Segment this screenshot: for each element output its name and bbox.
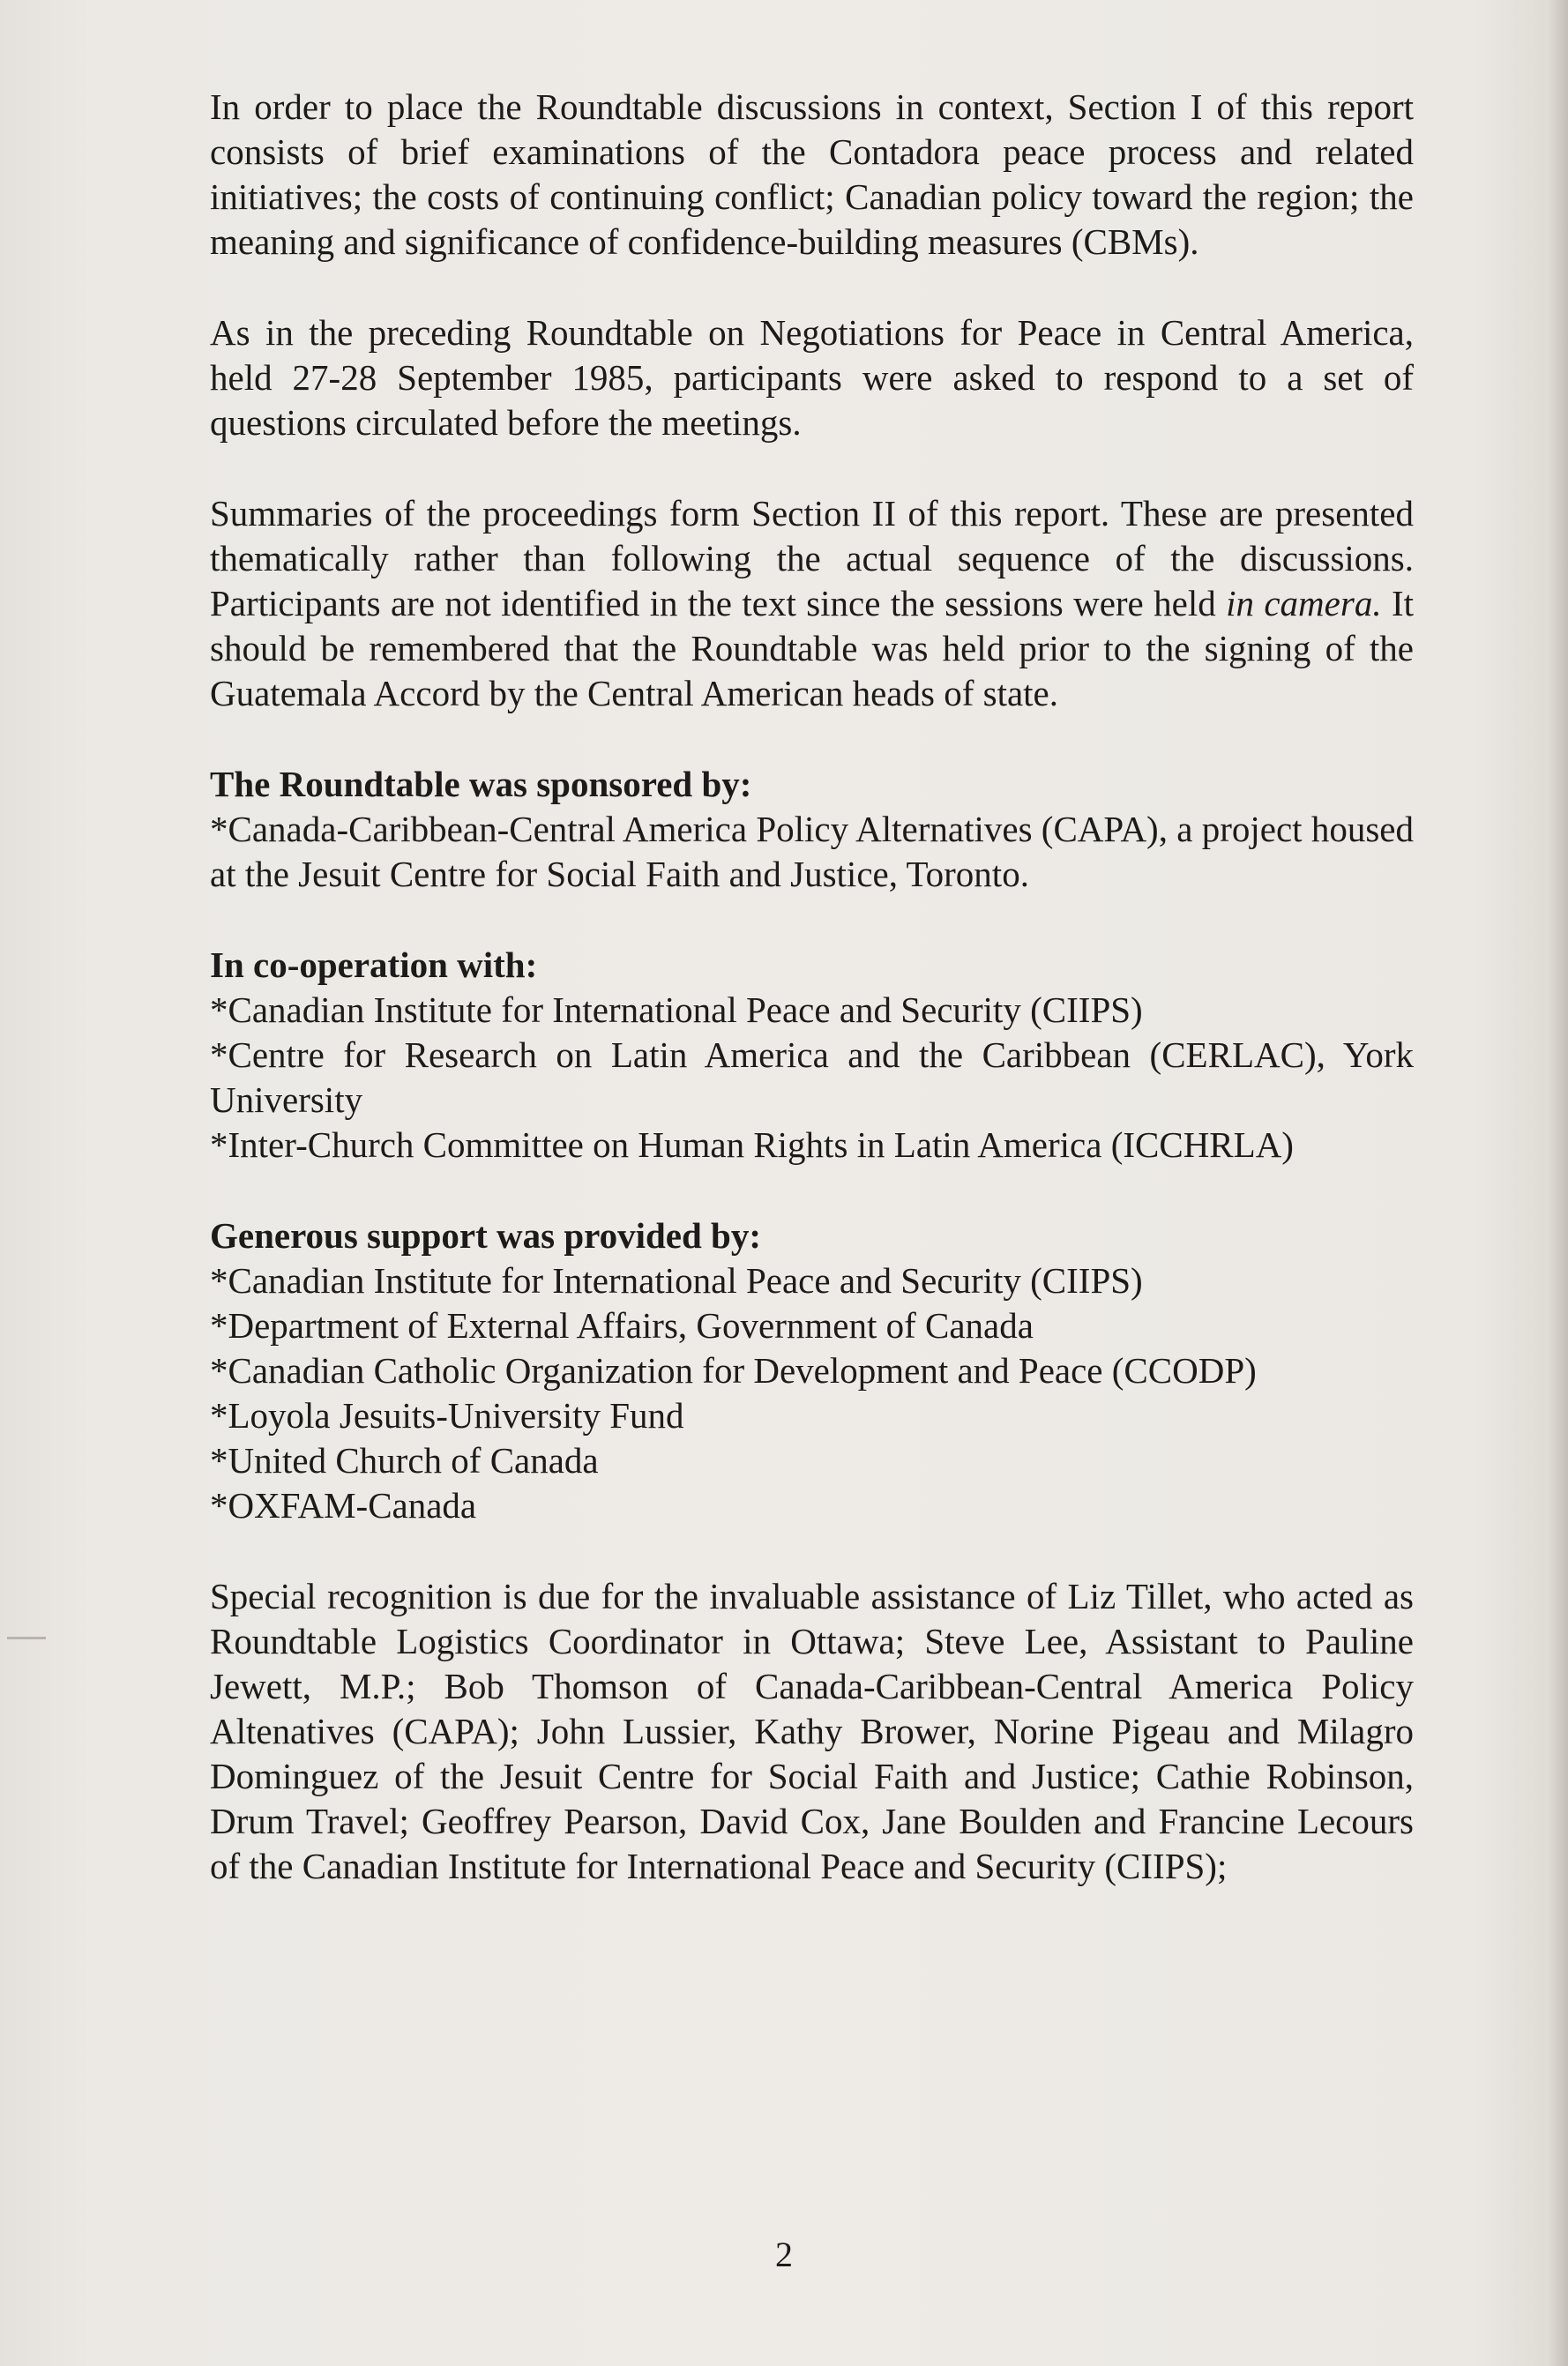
list-item: *OXFAM-Canada (210, 1485, 477, 1526)
list-item: *Canadian Institute for International Peace and Security (CIIPS) (210, 989, 1143, 1030)
sponsored-section (210, 762, 1414, 897)
sponsored-list (210, 807, 1414, 897)
intro-paragraph-2: As in the preceding Roundtable on Negotiations for Peace in Central America, held 27-28 September 1985, participants were asked to respond to a set of questions circulated before the meetings. (210, 312, 1414, 443)
intro-paragraph-1: In order to place the Roundtable discussions in context, Section I of this report consists of brief examinations of the Contadora peace process and related initiatives; the costs of continuing conflict; Canadian policy toward the region; the meaning and significance of confidence-building measures (CBMs). (210, 86, 1414, 262)
cooperation-list (210, 988, 1414, 1168)
intro-paragraph-3-start: Summaries of the proceedings form Section II of this report. These are presented thematically rather than following the actual sequence of the discussions. Participants are not identified in the text since the sessions were held (210, 493, 1414, 623)
intro-paragraph-3-italic: in camera. (1226, 583, 1382, 623)
page-edge-shadow (1549, 0, 1568, 2366)
page-number: 2 (775, 2235, 793, 2274)
list-item: *Canadian Institute for International Peace and Security (CIIPS) (210, 1260, 1143, 1301)
list-item: *Canada-Caribbean-Central America Policy Alternatives (CAPA), a project housed at the Jesuit Centre for Social Faith and Justice, Toronto. (210, 809, 1414, 894)
support-list (210, 1258, 1414, 1528)
list-item: *Department of External Affairs, Government of Canada (210, 1305, 1034, 1346)
cooperation-section (210, 943, 1414, 1168)
intro-paragraph-3 (210, 491, 1414, 716)
intro-paragraph-3-end: It should be remembered that the Roundtable was held prior to the signing of the Guatemala Accord by the Central American heads of state. (210, 583, 1414, 713)
recognition-paragraph: Special recognition is due for the invaluable assistance of Liz Tillet, who acted as Roundtable Logistics Coordinator in Ottawa; Steve Lee, Assistant to Pauline Jewett, M.P.; Bob Thomson of Canada-Caribbean-Central America Policy Altenatives (CAPA); John Lussier, Kathy Brower, Norine Pigeau and Milagro Dominguez of the Jesuit Centre for Social Faith and Justice; Cathie Robinson, Drum Travel; Geoffrey Pearson, David Cox, Jane Boulden and Francine Lecours of the Canadian Institute for International Peace and Security (CIIPS); (210, 1576, 1414, 1886)
cooperation-heading: In co-operation with: (210, 944, 538, 985)
margin-mark (7, 1637, 46, 1639)
sponsored-heading: The Roundtable was sponsored by: (210, 764, 752, 804)
list-item: *United Church of Canada (210, 1440, 599, 1481)
list-item: *Inter-Church Committee on Human Rights in Latin America (ICCHRLA) (210, 1124, 1294, 1165)
support-heading: Generous support was provided by: (210, 1215, 761, 1256)
support-section (210, 1213, 1414, 1528)
list-item: *Centre for Research on Latin America and the Caribbean (CERLAC), York University (210, 1034, 1414, 1120)
list-item: *Loyola Jesuits-University Fund (210, 1395, 684, 1436)
list-item: *Canadian Catholic Organization for Development and Peace (CCODP) (210, 1350, 1257, 1391)
body-text (210, 85, 1414, 1935)
